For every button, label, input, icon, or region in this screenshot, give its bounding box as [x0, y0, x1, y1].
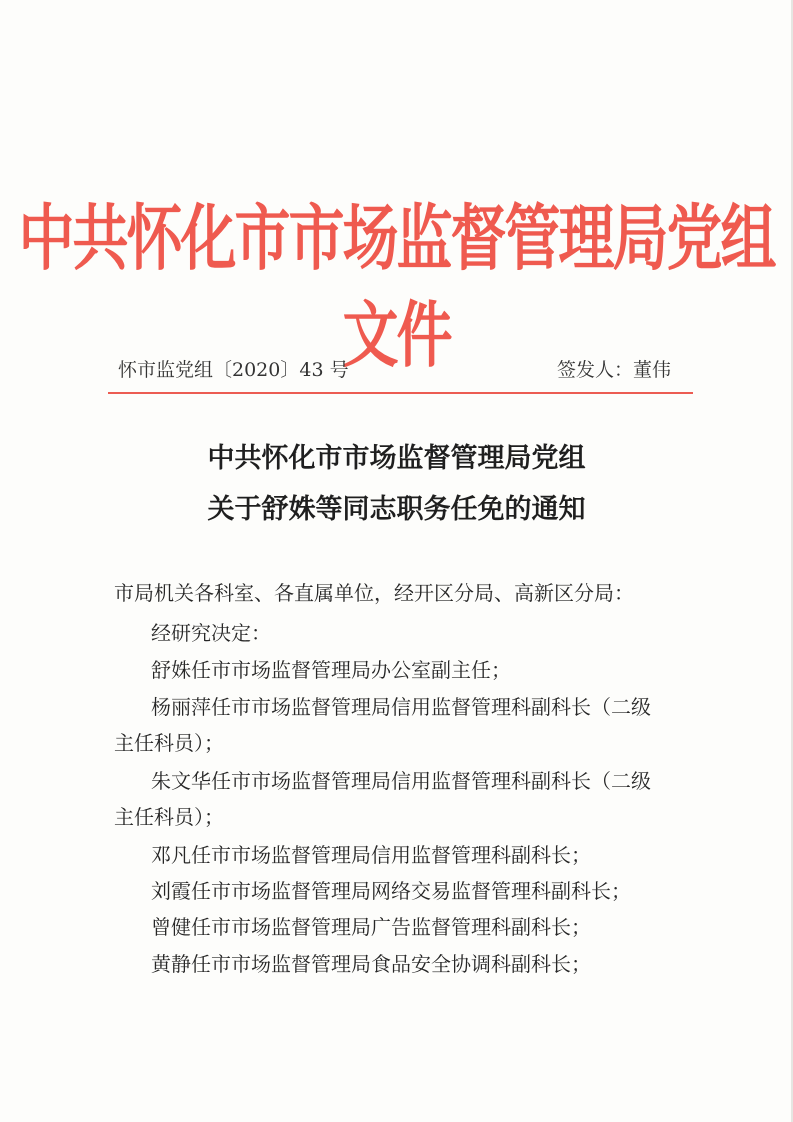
notice-title-line-1: 中共怀化市市场监督管理局党组 [207, 443, 586, 474]
body-line: 邓凡任市市场监督管理局信用监督管理科副科长； [151, 843, 591, 867]
body-line: 舒姝任市市场监督管理局办公室副主任； [151, 658, 511, 682]
salutation: 市局机关各科室、各直属单位，经开区分局、高新区分局： [114, 581, 634, 605]
body-line: 刘霞任市市场监督管理局网络交易监督管理科副科长； [151, 879, 631, 903]
body-line: 主任科员）； [114, 805, 224, 829]
signer-label: 签发人：董伟 [557, 359, 672, 381]
body-line: 黄静任市市场监督管理局食品安全协调科副科长； [151, 952, 591, 976]
body-line: 杨丽萍任市市场监督管理局信用监督管理科副科长（二级 [151, 695, 651, 719]
body-line: 主任科员）； [114, 731, 224, 755]
body-line: 曾健任市市场监督管理局广告监督管理科副科长； [151, 915, 591, 939]
body-line: 经研究决定： [151, 621, 271, 645]
red-divider-line [108, 392, 693, 394]
body-line: 朱文华任市市场监督管理局信用监督管理科副科长（二级 [151, 769, 651, 793]
notice-title-line-2: 关于舒姝等同志职务任免的通知 [207, 494, 586, 525]
document-masthead: 中共怀化市市场监督管理局党组文件 [18, 196, 775, 379]
document-number: 怀市监党组〔2020〕43 号 [118, 359, 349, 381]
